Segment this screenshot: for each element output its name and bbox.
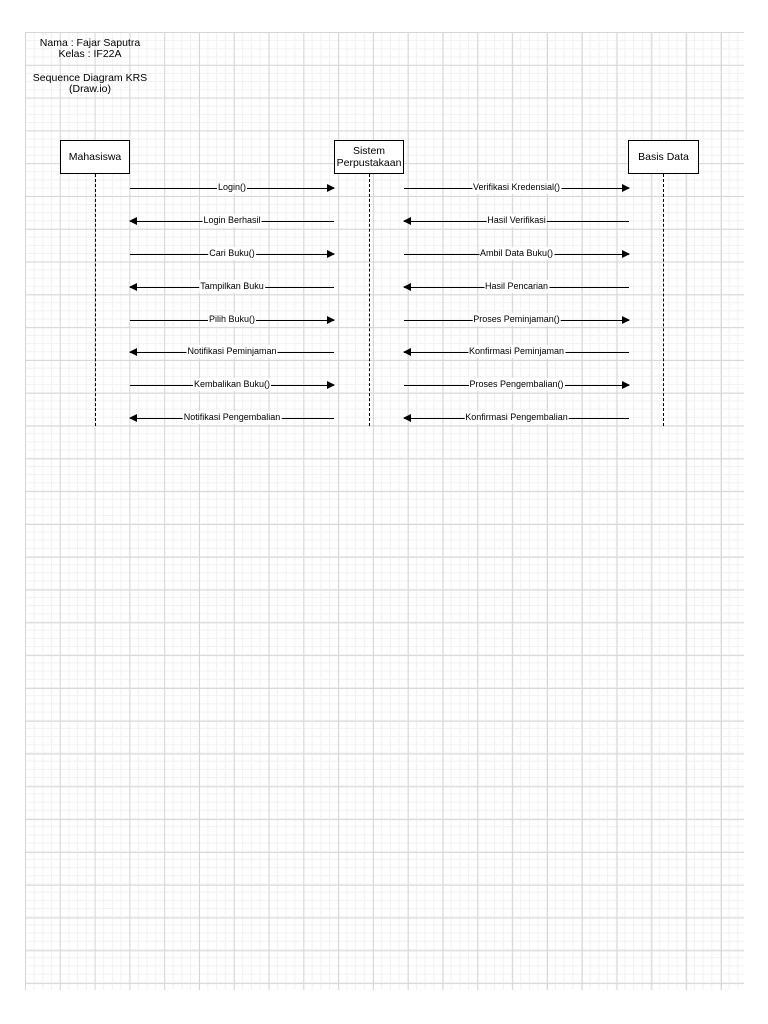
message-arrow [404,281,629,291]
arrowhead-icon [327,184,335,192]
message-arrow [130,412,334,422]
message-label: Verifikasi Kredensial() [472,182,561,192]
message-arrow [404,248,629,258]
message-label: Tampilkan Buku [200,281,264,291]
message-arrow [130,281,334,291]
arrowhead-icon [403,217,411,225]
lifeline-sistem-perpustakaan [369,174,370,426]
message-arrow [404,215,629,225]
message-arrow [404,346,629,356]
lifeline-mahasiswa [95,174,96,426]
message-arrow [130,314,334,324]
message-arrow [130,379,334,389]
message-label: Kembalikan Buku() [193,379,271,389]
arrowhead-icon [327,316,335,324]
actor-sistem-perpustakaan [334,140,404,174]
message-label: Ambil Data Buku() [479,248,554,258]
message-arrow [404,412,629,422]
arrowhead-icon [622,316,630,324]
arrowhead-icon [622,184,630,192]
message-arrow [404,182,629,192]
message-label: Hasil Verifikasi [487,215,546,225]
actor-mahasiswa [60,140,130,174]
arrowhead-icon [403,414,411,422]
actor-basis-data-label: Basis Data [638,151,689,163]
message-label: Konfirmasi Peminjaman [468,346,565,356]
message-arrow [130,346,334,356]
arrowhead-icon [622,381,630,389]
actor-basis-data [628,140,699,174]
arrowhead-icon [327,250,335,258]
diagram-tool: (Draw.io) [68,83,111,95]
arrowhead-icon [129,414,137,422]
message-arrow [404,314,629,324]
message-label: Pilih Buku() [208,314,256,324]
message-arrow [130,248,334,258]
actor-sistem-label: Sistem Perpustakaan [336,145,402,169]
message-label: Notifikasi Peminjaman [187,346,277,356]
message-label: Proses Peminjaman() [473,314,560,324]
arrowhead-icon [129,348,137,356]
actor-mahasiswa-label: Mahasiswa [68,151,122,163]
message-arrow [404,379,629,389]
arrowhead-icon [129,217,137,225]
arrowhead-icon [622,250,630,258]
author-name: Nama : Fajar Saputra [39,37,141,49]
message-label: Login() [217,182,247,192]
author-note [36,38,144,60]
message-label: Proses Pengembalian() [469,379,564,389]
message-label: Notifikasi Pengembalian [183,412,281,422]
message-label: Konfirmasi Pengembalian [465,412,568,422]
arrowhead-icon [129,283,137,291]
lifeline-basis-data [663,174,664,426]
arrowhead-icon [403,283,411,291]
message-label: Hasil Pencarian [484,281,549,291]
grid-background [25,32,744,990]
arrowhead-icon [403,348,411,356]
diagram-title: Sequence Diagram KRS [32,72,148,84]
message-arrow [130,182,334,192]
arrowhead-icon [327,381,335,389]
message-label: Login Berhasil [203,215,261,225]
message-label: Cari Buku() [209,248,255,258]
author-class: Kelas : IF22A [58,48,122,60]
message-arrow [130,215,334,225]
diagram-title-note [31,73,149,95]
